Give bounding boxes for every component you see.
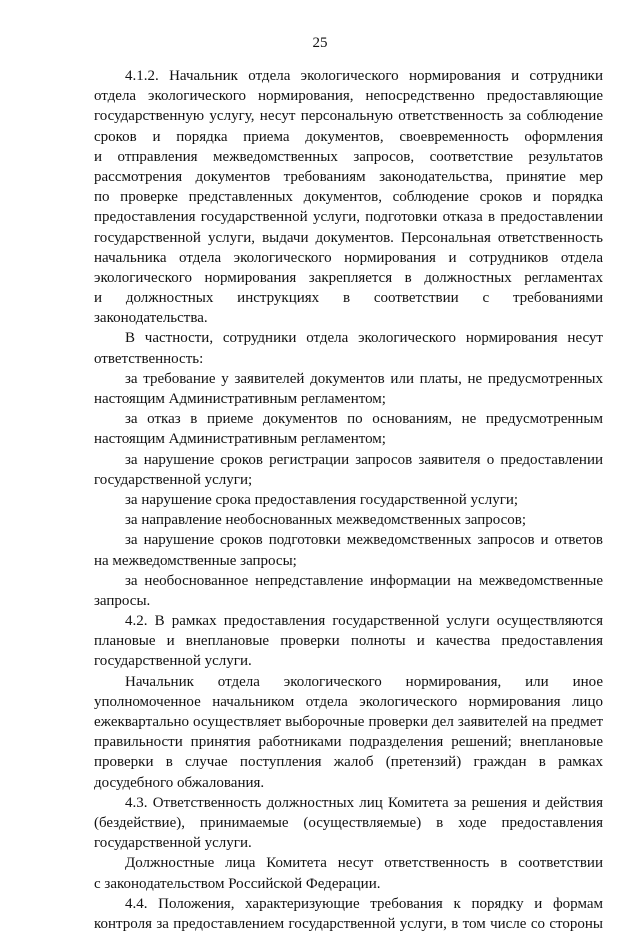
text-line: (бездействие), принимаемые (осуществляемые) в ходе предоставления [94,814,603,831]
text-line: рассмотрения документов требованиям законодательства, принятие мер [94,168,603,185]
text-line: отдела экологического нормирования, непосредственно предоставляющие [94,88,603,105]
text-line: государственной услуги; [94,471,253,488]
text-line: и отправления межведомственных запросов, соответствие результатов [94,148,603,165]
text-line: за нарушение сроков подготовки межведомственных запросов и ответов [125,532,603,549]
text-line: настоящим Административным регламентом; [94,391,386,407]
page-number: 25 [312,35,328,51]
text-line: государственной услуги, выдачи документов. Персональная ответственность [94,229,603,246]
text-line: с законодательством Российской Федерации. [94,875,381,892]
text-line: за направление необоснованных межведомственных запросов; [125,512,527,529]
text-line: правильности принятия работниками подразделения решений; внеплановые [94,734,603,751]
text-line: за нарушение срока предоставления государственной услуги; [125,491,519,508]
text-line: законодательства. [94,310,208,327]
text-line: за требование у заявителей документов или платы, не предусмотренных [125,370,603,387]
text-line: за нарушение сроков регистрации запросов заявителя о предоставлении [125,451,603,468]
text-line: 4.4. Положения, характеризующие требования к порядку и формам [125,895,603,912]
text-line: и должностных инструкциях в соответствии с требованиями [94,290,603,307]
text-line: 4.1.2. Начальник отдела экологического нормирования и сотрудники [125,68,603,84]
text-line: Должностные лица Комитета несут ответственность в соответствии [125,855,603,872]
text-line: экологического нормирования закрепляется в должностных регламентах [94,269,603,286]
text-line: настоящим Административным регламентом; [94,431,386,448]
text-line: запросы. [94,592,151,609]
text-line: уполномоченное начальником отдела экологического нормирования лицо [94,693,603,710]
text-line: В частности, сотрудники отдела экологического нормирования несут [125,330,603,347]
text-line: начальника отдела экологического нормирования и сотрудников отдела [94,249,603,266]
text-line: досудебного обжалования. [94,774,265,791]
text-line: на межведомственные запросы; [94,552,297,569]
text-line: сроков и порядка приема документов, своевременность оформления [94,128,603,145]
text-line: Начальник отдела экологического нормирования, или иное [125,673,603,690]
text-line: государственной услуги. [94,653,252,670]
text-line: государственную услугу, несут персональную ответственность за соблюдение [94,108,603,125]
text-line: контроля за предоставлением государственной услуги, в том числе со стороны [94,915,603,932]
text-line: за необоснованное непредставление информации на межведомственные [125,572,603,589]
text-line: ответственность: [94,350,204,367]
text-line: за отказ в приеме документов по основаниям, не предусмотренным [125,411,603,428]
text-line: плановые и внеплановые проверки полноты и качества предоставления [94,633,603,650]
text-line: 4.3. Ответственность должностных лиц Комитета за решения и действия [125,794,603,811]
document-body [94,66,603,934]
text-line: ежеквартально осуществляет выборочные проверки дел заявителей на предмет [94,714,603,730]
text-line: проверки в случае поступления жалоб (претензий) граждан в рамках [94,754,603,771]
text-line: по проверке представленных документов, соблюдение сроков и порядка [94,189,603,206]
text-line: государственной услуги. [94,835,252,852]
text-line: предоставления государственной услуги, подготовки отказа в предоставлении [94,209,603,226]
text-line: 4.2. В рамках предоставления государственной услуги осуществляются [125,613,603,630]
